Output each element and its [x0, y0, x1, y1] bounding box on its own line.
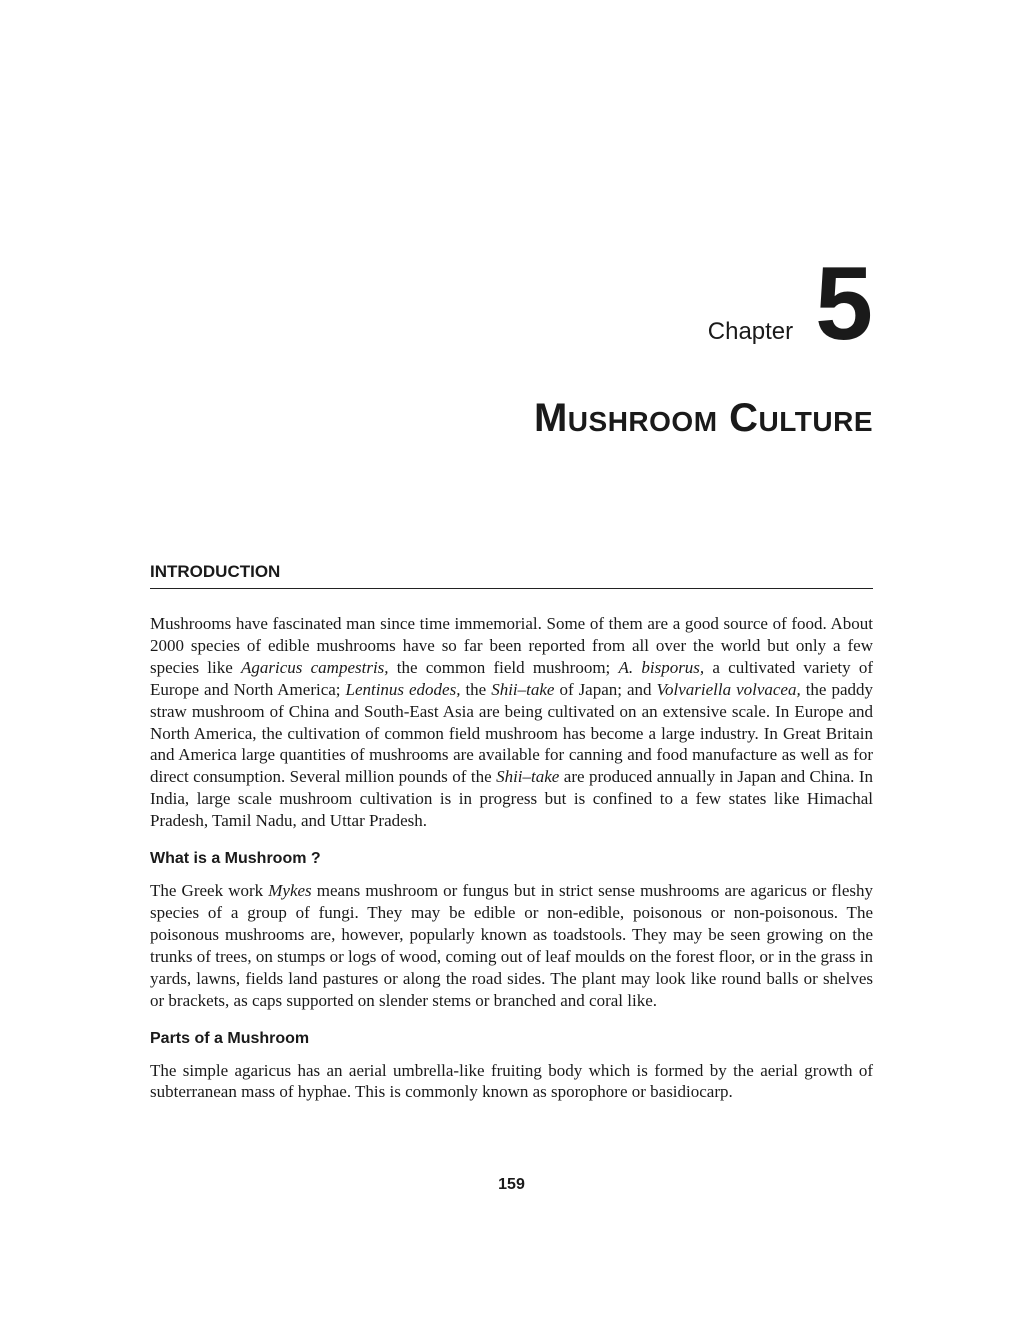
subheading-parts-of-a-mushroom: Parts of a Mushroom — [150, 1029, 310, 1047]
what-is-paragraph — [150, 880, 873, 1011]
text-run: the — [460, 679, 492, 699]
chapter-title: Mushroom Culture — [533, 396, 873, 440]
chapter-label: Chapter — [707, 318, 794, 345]
page-number: 159 — [498, 1176, 525, 1193]
chapter-number: 5 — [815, 246, 873, 362]
greek-term: Mykes — [268, 881, 312, 901]
subheading-what-is-a-mushroom: What is a Mushroom ? — [150, 850, 321, 868]
text-run: are produced annually in Japan and China. In India, large scale mushroom cultivation is in progress but is confined to a few states like Himachal Pradesh, Tamil Nadu, and Uttar Pradesh. — [150, 767, 873, 831]
text-run: a cultivated variety of Europe and North America; — [150, 657, 873, 699]
chapter-heading — [707, 246, 873, 362]
text-run: the common field mushroom; — [388, 657, 619, 677]
species-name: Shii–take — [496, 767, 560, 787]
parts-paragraph: The simple agaricus has an aerial umbrella-like fruiting body which is formed by the aerial growth of subterranean mass of hyphae. This is commonly known as sporophore or basidiocarp. — [150, 1060, 873, 1102]
text-run: The Greek work — [150, 881, 269, 901]
species-name: Shii–take — [491, 679, 555, 699]
species-name: Lentinus edodes, — [345, 679, 461, 699]
text-run: means mushroom or fungus but in strict sense mushrooms are agaricus or fleshy species of a group of fungi. They may be edible or non-edible, poisonous or non-poisonous. The poisonous mushrooms are, however, popularly known as toadstools. They may be seen growing on the trunks of trees, on stumps or logs of wood, coming out of leaf moulds on the forest floor, or in the grass in yards, lawns, fields land pastures or along the road sides. The plant may look like round balls or shelves or brackets, as caps supported on slender stems or branched and coral like. — [150, 881, 873, 1010]
species-name: Agaricus campestris, — [241, 657, 389, 677]
text-run: the paddy straw mushroom of China and South-East Asia are being cultivated on an extensive scale. In Europe and North America, the cultivation of common field mushroom has become a large industry. In Great Britain and America large quantities of mushrooms are available for canning and food manufacture as well as for direct consumption. Several million pounds of the — [150, 679, 873, 787]
species-name: A. bisporus, — [618, 657, 705, 677]
introduction-paragraph — [150, 613, 873, 832]
species-name: Volvariella volvacea, — [656, 679, 801, 699]
text-run: Mushrooms have fascinated man since time immemorial. Some of them are a good source of food. About 2000 species of edible mushrooms have so far been reported from all over the world but only a few species like — [150, 614, 873, 677]
section-heading-introduction: INTRODUCTION — [150, 562, 873, 589]
text-run: of Japan; and — [554, 679, 657, 699]
page-content — [150, 562, 873, 1103]
